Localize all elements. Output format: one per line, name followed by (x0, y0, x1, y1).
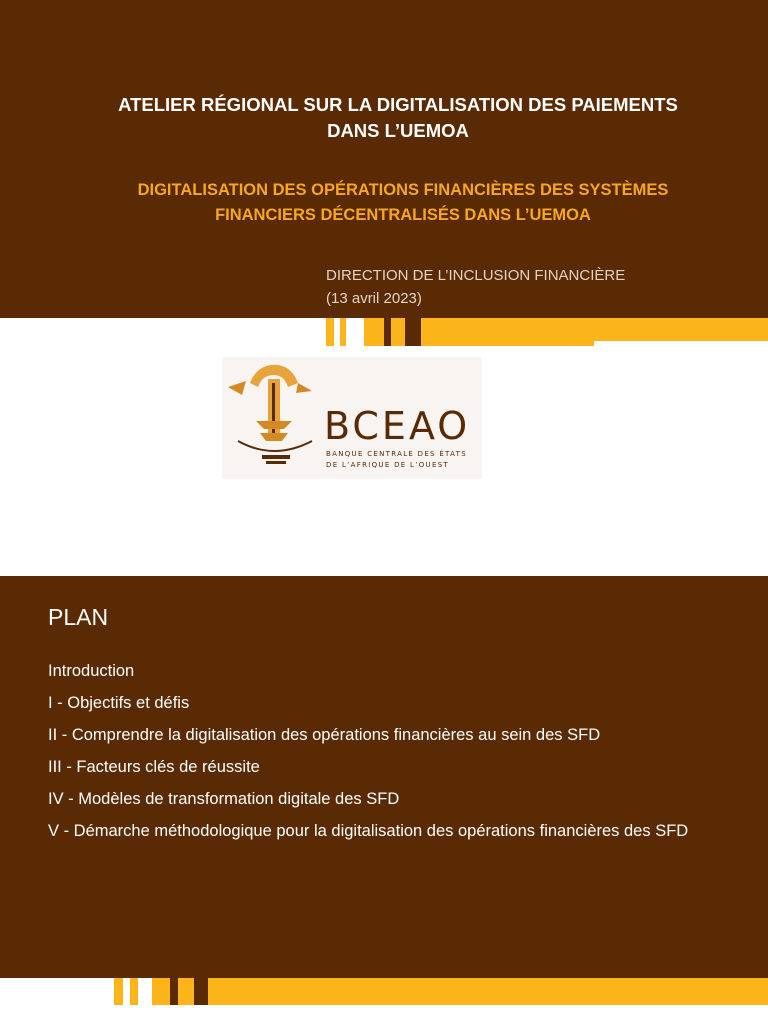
subtitle-line1: DIGITALISATION DES OPÉRATIONS FINANCIÈRES DES SYSTÈMES (137, 181, 669, 199)
title-slide-header (0, 0, 768, 318)
stripe (194, 978, 208, 1005)
stripe (364, 318, 384, 346)
plan-item: Introduction (48, 662, 135, 680)
logo-wordmark: BCEAO (324, 404, 471, 448)
stripe (391, 318, 405, 346)
stripe (152, 978, 170, 1005)
stripe-notch (594, 341, 768, 347)
plan-item: I - Objectifs et défis (48, 694, 190, 712)
main-title (40, 92, 756, 144)
stripe (114, 978, 123, 1005)
stripe (405, 318, 421, 346)
bceao-emblem-icon (228, 365, 312, 464)
plan-heading: PLAN (48, 604, 109, 630)
main-title-line2: DANS L’UEMOA (327, 120, 469, 141)
stripe (208, 978, 768, 1005)
subtitle (40, 178, 766, 228)
direction-text: DIRECTION DE L’INCLUSION FINANCIÈRE (326, 267, 626, 284)
bceao-logo (222, 357, 482, 479)
presenter-info (326, 264, 625, 310)
subtitle-line2: FINANCIERS DÉCENTRALISÉS DANS L’UEMOA (215, 206, 591, 224)
plan-item: IV - Modèles de transformation digitale des SFD (48, 790, 400, 808)
logo-tagline-line1: BANQUE CENTRALE DES ÉTATS (326, 450, 467, 458)
stripe (170, 978, 178, 1005)
main-title-line1: ATELIER RÉGIONAL SUR LA DIGITALISATION DES PAIEMENTS (118, 94, 678, 115)
plan-list (48, 656, 734, 848)
plan-slide (0, 576, 768, 978)
presentation-date: (13 avril 2023) (326, 290, 422, 307)
stripe (130, 978, 138, 1005)
stripe (326, 318, 334, 346)
plan-item: II - Comprendre la digitalisation des opérations financières au sein des SFD (48, 726, 601, 744)
stripe (178, 978, 194, 1005)
logo-tagline-line2: DE L’AFRIQUE DE L’OUEST (326, 461, 450, 469)
stripe (384, 318, 391, 346)
plan-item: III - Facteurs clés de réussite (48, 758, 260, 776)
bottom-stripe-band (0, 978, 768, 1005)
stripe (340, 318, 346, 346)
plan-item: V - Démarche méthodologique pour la digitalisation des opérations financières des SFD (48, 822, 689, 840)
